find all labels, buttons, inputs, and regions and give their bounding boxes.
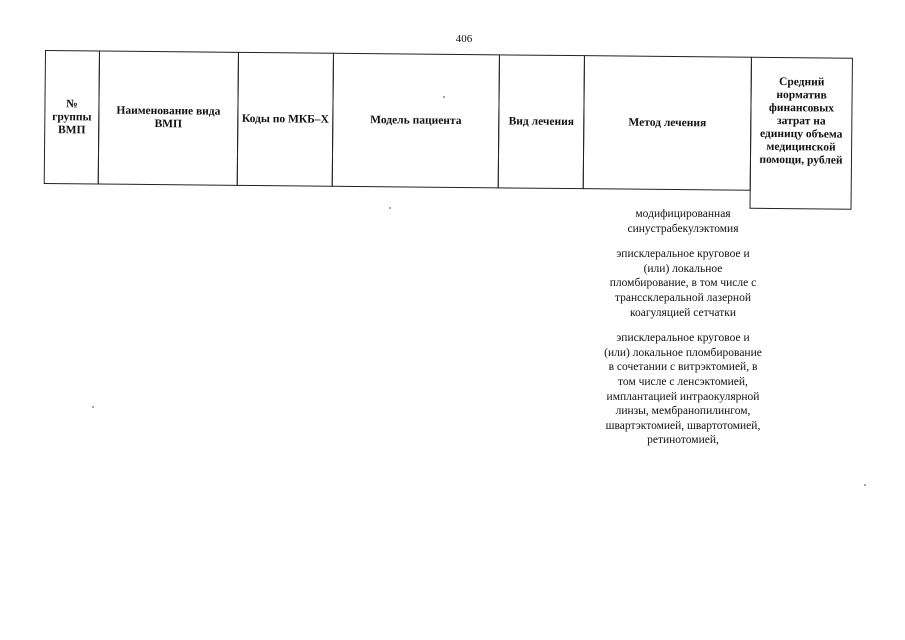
header-label-icd-codes: Коды по МКБ–Х (241, 112, 329, 126)
treatment-method-item: модифицированная синустрабекулэктомия (627, 208, 739, 235)
header-cell-treatment-type (498, 54, 585, 189)
scan-speck (92, 406, 94, 408)
header-cell-vmp-name (98, 51, 239, 186)
treatment-method-item: эписклеральное круговое и (или) локальное пломбирование в сочетании с витрэктомией, в том числе с ленсэктомией, имплантацией интраокулярной линзы, мембранопилингом, швартэктомией, швартотомией, ретинотомией, (604, 332, 762, 447)
scan-speck (443, 96, 445, 98)
header-label-treatment-type: Вид лечения (508, 114, 575, 128)
header-cell-patient-model (332, 53, 500, 189)
header-label-patient-model: Модель пациента (370, 113, 462, 127)
header-label-group-number: № группы ВМП (52, 97, 92, 136)
header-label-vmp-name: Наименование вида ВМП (116, 104, 221, 131)
scan-speck (864, 484, 866, 486)
treatment-method-item: эписклеральное круговое и (или) локальное пломбирование, в том числе с транссклеральной лазерной коагуляцией сетчатки (609, 248, 757, 319)
scan-speck (389, 207, 391, 209)
page-number: 406 (455, 33, 473, 45)
header-cell-treatment-method (583, 55, 752, 191)
treatment-method-list (604, 207, 762, 459)
header-label-treatment-method: Метод лечения (628, 116, 707, 129)
header-label-average-cost: Средний норматив финансовых затрат на единицу объема медицинской помощи, рублей (759, 76, 843, 167)
header-cell-group-number (44, 50, 100, 185)
header-cell-average-cost (750, 57, 853, 210)
header-cell-icd-codes (237, 52, 334, 187)
table-header (44, 50, 853, 210)
